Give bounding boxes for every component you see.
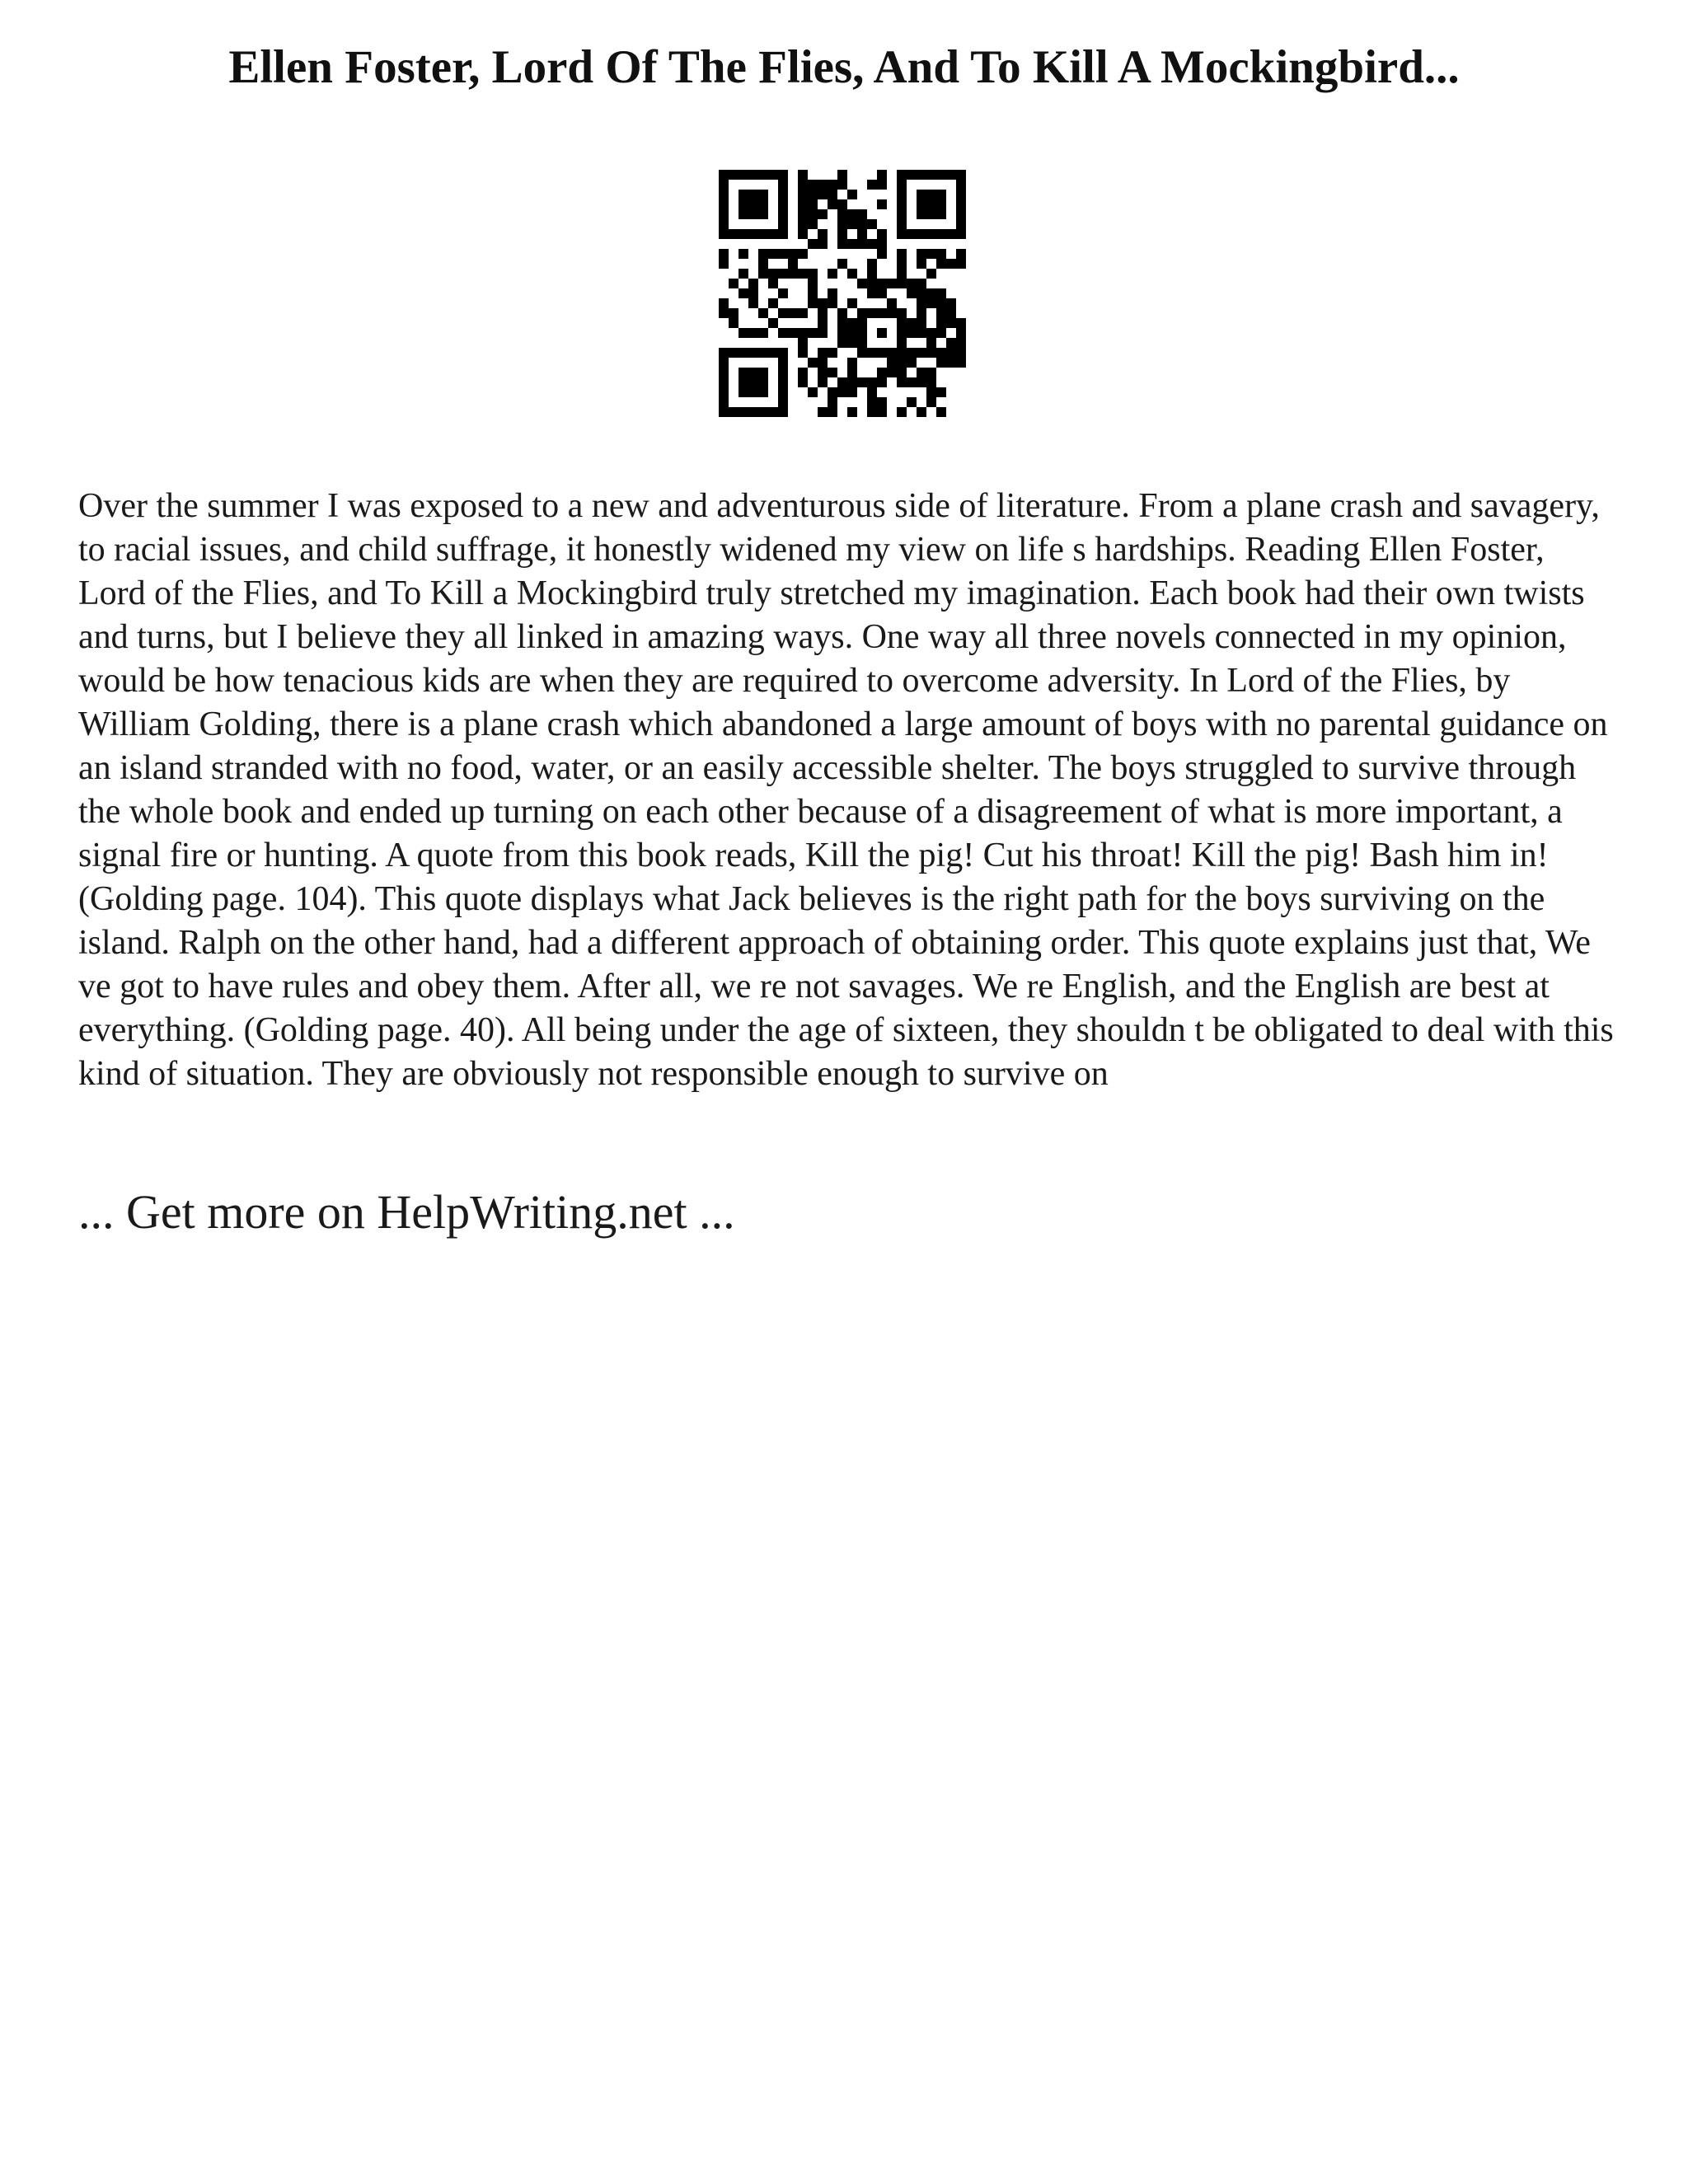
- essay-body-text: Over the summer I was exposed to a new and adventurous side of literature. From a plane crash and savagery, to racial issues, and child suffrage, it honestly widened my view on life s hardships. Reading Ellen Foster, Lord of the Flies, and To Kill a Mockingbird truly stretched my imagination. Each book had their own twists and turns, but I believe they all linked in amazing ways. One way all three novels connected in my opinion, would be how tenacious kids are when they are required to overcome adversity. In Lord of the Flies, by William Golding, there is a plane crash which abandoned a large amount of boys with no parental guidance on an island stranded with no food, water, or an easily accessible shelter. The boys struggled to survive through the whole book and ended up turning on each other because of a disagreement of what is more important, a signal fire or hunting. A quote from this book reads, Kill the pig! Cut his throat! Kill the pig! Bash him in! (Golding page. 104). This quote displays what Jack believes is the right path for the boys surviving on the island. Ralph on the other hand, had a different approach of obtaining order. This quote explains just that, We ve got to have rules and obey them. After all, we re not savages. We re English, and the English are best at everything. (Golding page. 40). All being under the age of sixteen, they shouldn t be obligated to deal with this kind of situation. They are obviously not responsible enough to survive on: [78, 487, 1614, 1093]
- document-title: Ellen Foster, Lord Of The Flies, And To Kill A Mockingbird...: [228, 41, 1460, 93]
- get-more-link[interactable]: ... Get more on HelpWriting.net ...: [78, 1185, 735, 1239]
- qr-code-icon: [719, 170, 966, 417]
